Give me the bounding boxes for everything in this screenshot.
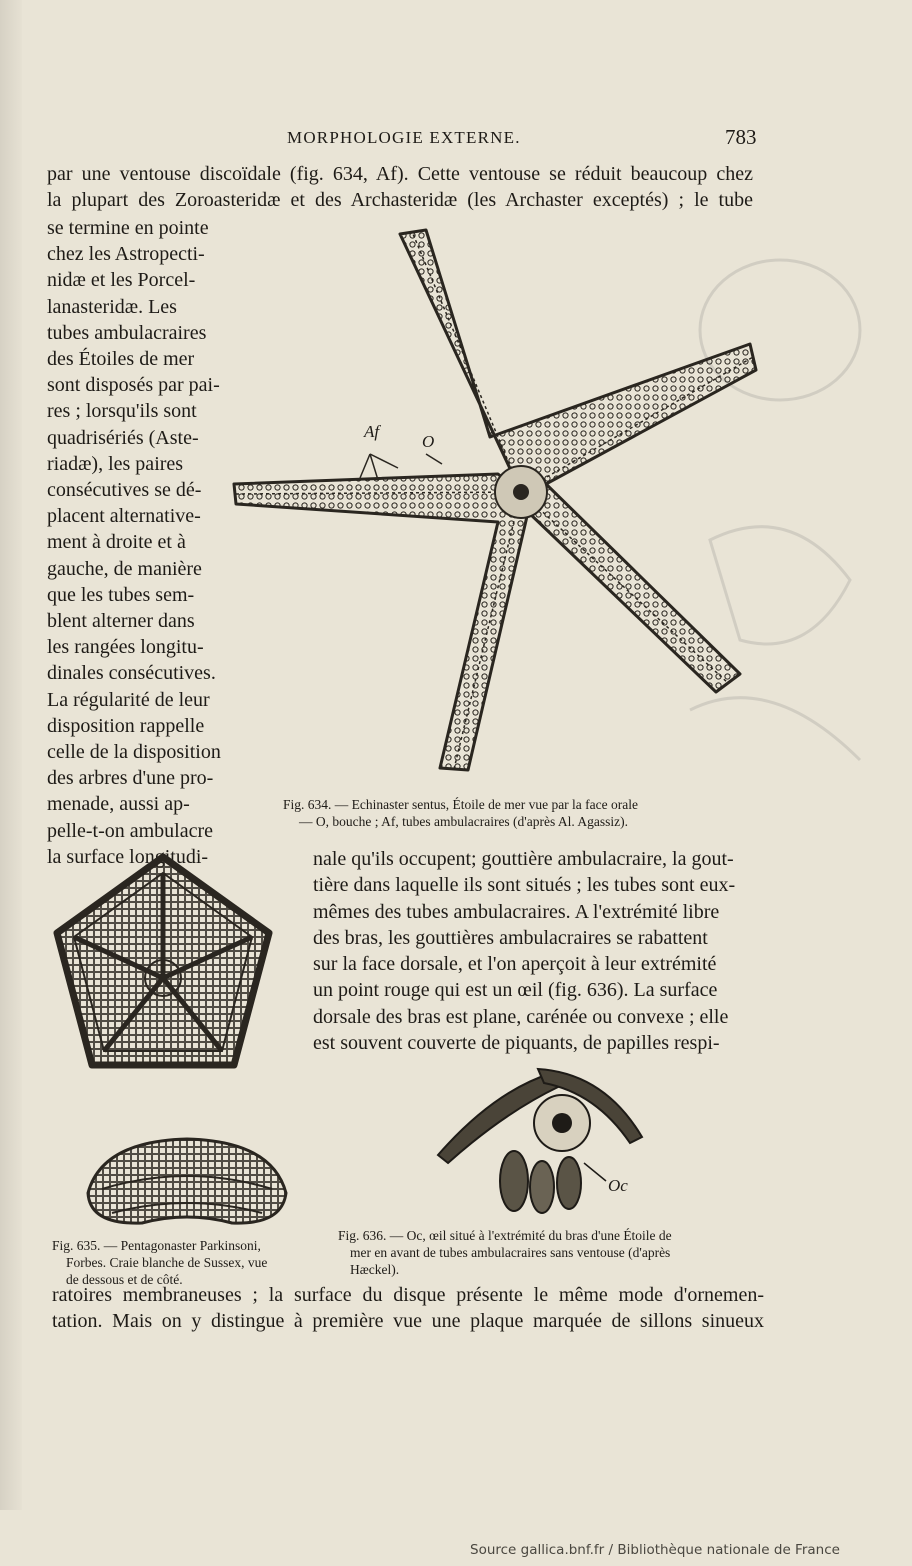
- page-binding-edge: [0, 0, 22, 1510]
- caption-line: Hæckel).: [350, 1262, 400, 1277]
- text-line: la plupart des Zoroasteridæ et des Archasteridæ (les Archaster exceptés) ; le tube: [47, 189, 753, 212]
- text-line: sur la face dorsale, et l'on aperçoit à leur extrémité: [313, 953, 717, 976]
- running-head: MORPHOLOGIE EXTERNE.: [287, 128, 521, 147]
- figure-636-arm-tip: [434, 1063, 656, 1221]
- caption-line: Fig. 635. — Pentagonaster Parkinsoni,: [52, 1238, 261, 1253]
- text-line: disposition rappelle: [47, 714, 205, 737]
- body-left-column: [47, 215, 222, 870]
- body-bottom-text: [52, 1282, 764, 1335]
- text-line: riadæ), les paires: [47, 452, 184, 475]
- text-line: placent alternative-: [47, 505, 201, 528]
- text-line: tière dans laquelle ils sont situés ; les tubes sont eux-: [313, 874, 736, 897]
- text-line: est souvent couverte de piquants, de papilles respi-: [313, 1032, 720, 1055]
- text-line: menade, aussi ap-: [47, 793, 190, 816]
- text-line: des bras, les gouttières ambulacraires se rabattent: [313, 926, 708, 949]
- text-line: un point rouge qui est un œil (fig. 636). La surface: [313, 979, 718, 1002]
- label-oc: Oc: [608, 1176, 628, 1195]
- text-line: lanasteridæ. Les: [47, 295, 177, 318]
- figure-634-caption: [283, 796, 753, 830]
- text-line: consécutives se dé-: [47, 479, 202, 502]
- figure-635-caption: [52, 1237, 308, 1288]
- label-af: Af: [364, 422, 380, 441]
- text-line: la surface longitudi-: [47, 845, 209, 868]
- text-line: mêmes des tubes ambulacraires. A l'extrémité libre: [313, 900, 720, 923]
- text-line: tation. Mais on y distingue à première vue une plaque marquée de sillons sinueux: [52, 1310, 764, 1333]
- text-line: ratoires membraneuses ; la surface du disque présente le même mode d'ornemen-: [52, 1284, 764, 1306]
- text-line: gauche, de manière: [47, 557, 202, 580]
- text-line: des Étoiles de mer: [47, 348, 195, 371]
- text-line: des arbres d'une pro-: [47, 767, 214, 790]
- caption-line: Fig. 636. — Oc, œil situé à l'extrémité du bras d'une Étoile de: [338, 1228, 672, 1243]
- text-line: nidæ et les Porcel-: [47, 269, 196, 292]
- text-line: dorsale des bras est plane, carénée ou convexe ; elle: [313, 1005, 729, 1028]
- text-line: sont disposés par pai-: [47, 374, 220, 397]
- text-line: blent alterner dans: [47, 610, 195, 633]
- body-right-block: [313, 846, 757, 1056]
- text-line: dinales consécutives.: [47, 662, 216, 685]
- text-line: quadrisériés (Aste-: [47, 426, 199, 449]
- figure-635-side-view: [82, 1133, 292, 1229]
- text-line: chez les Astropecti-: [47, 243, 205, 266]
- source-footer: Source gallica.bnf.fr / Bibliothèque nationale de France: [470, 1542, 840, 1558]
- body-top-text: [47, 161, 753, 214]
- caption-line: Fig. 634. — Echinaster sentus, Étoile de mer vue par la face orale: [283, 797, 639, 812]
- text-line: que les tubes sem-: [47, 583, 195, 606]
- text-line: les rangées longitu-: [47, 636, 204, 659]
- text-line: La régularité de leur: [47, 688, 210, 711]
- caption-line: — O, bouche ; Af, tubes ambulacraires (d'après Al. Agassiz).: [299, 814, 628, 829]
- label-o: O: [422, 432, 435, 451]
- figure-636-caption: [338, 1227, 766, 1278]
- text-line: par une ventouse discoïdale (fig. 634, Af). Cette ventouse se réduit beaucoup chez: [47, 163, 753, 185]
- text-line: celle de la disposition: [47, 741, 221, 764]
- figure-634-starfish: [228, 222, 763, 787]
- text-line: se termine en pointe: [47, 217, 209, 239]
- caption-line: mer en avant de tubes ambulacraires sans ventouse (d'après: [350, 1245, 671, 1260]
- caption-line: de dessous et de côté.: [66, 1272, 183, 1287]
- figure-635-top-view: [52, 853, 274, 1075]
- text-line: nale qu'ils occupent; gouttière ambulacraire, la gout-: [313, 848, 734, 870]
- text-line: res ; lorsqu'ils sont: [47, 400, 197, 423]
- text-line: ment à droite et à: [47, 531, 186, 554]
- page-number: 783: [725, 125, 757, 149]
- text-line: tubes ambulacraires: [47, 321, 207, 344]
- caption-line: Forbes. Craie blanche de Sussex, vue: [66, 1255, 268, 1270]
- text-line: pelle-t-on ambulacre: [47, 819, 214, 842]
